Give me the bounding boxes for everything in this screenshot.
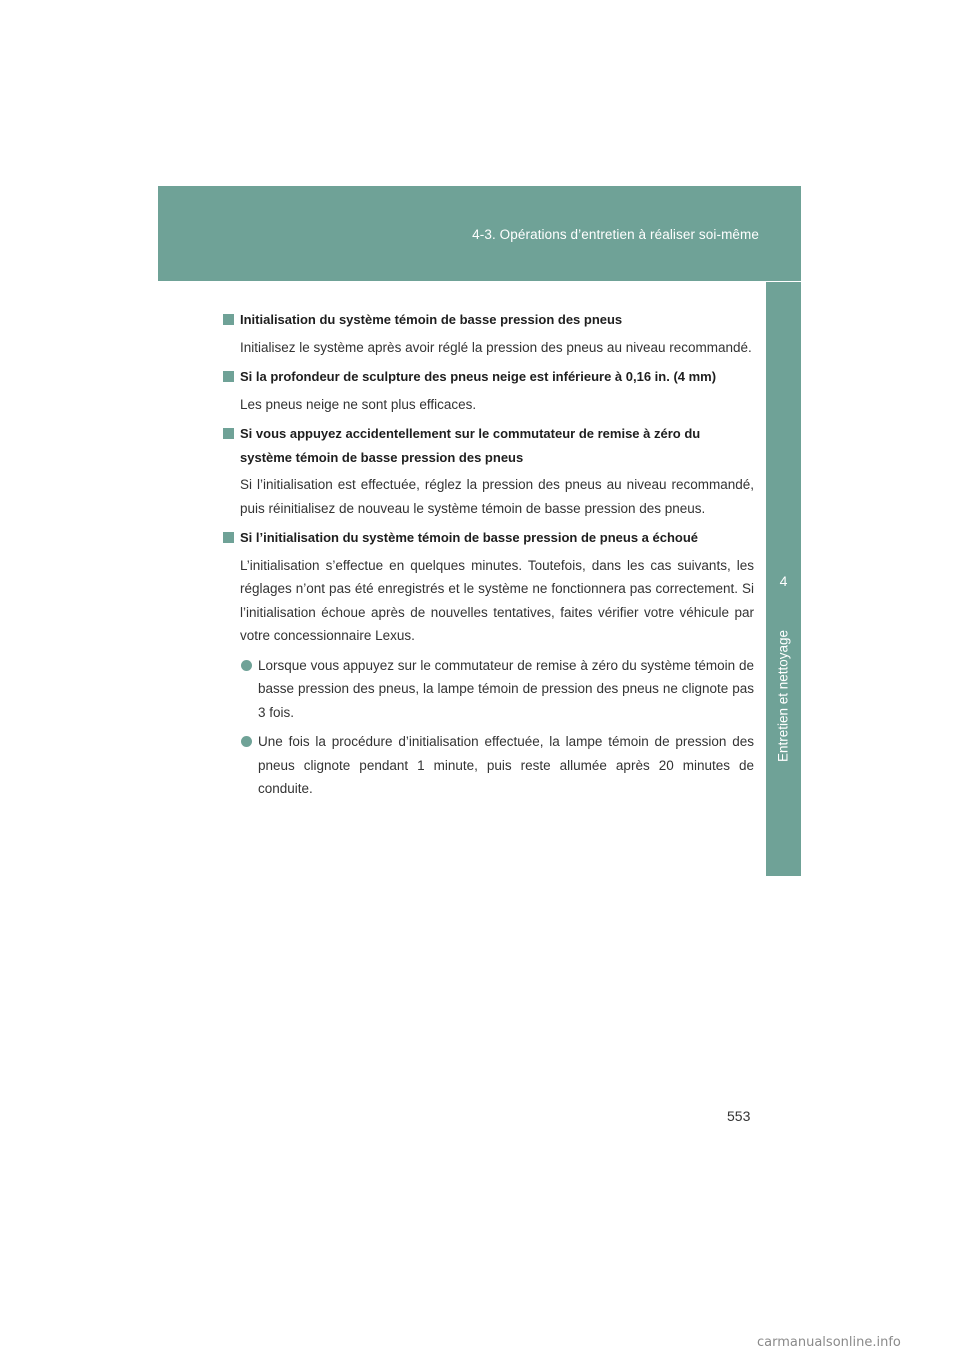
chapter-number: 4 bbox=[779, 573, 788, 589]
section-heading-text: Si la profondeur de sculpture des pneus neige est inférieure à 0,16 in. (4 mm) bbox=[240, 369, 717, 384]
section-body: L’initialisation s’effectue en quelques minutes. Toutefois, dans les cas suivants, les réglages n’ont pas été enregistrés et le système ne fonctionnera pas correctement. Si l’initialisation échoue après de nouvelles tentatives, faites vérifier votre véhicule par votre concessionnaire Lexus. bbox=[240, 557, 754, 643]
section-heading bbox=[222, 526, 754, 550]
section-accidental-reset bbox=[222, 422, 754, 520]
page-content bbox=[222, 308, 754, 807]
watermark: carmanualsonline.info bbox=[757, 1335, 901, 1350]
section-heading bbox=[222, 365, 754, 389]
bullet-list bbox=[222, 654, 754, 801]
section-heading bbox=[222, 308, 754, 332]
section-body: Si l’initialisation est effectuée, réglez la pression des pneus au niveau recommandé, puis réinitialisez de nouveau le système témoin de basse pression des pneus. bbox=[240, 477, 754, 516]
section-heading-text: Si l’initialisation du système témoin de basse pression de pneus a échoué bbox=[240, 530, 699, 545]
square-bullet-icon bbox=[223, 428, 234, 439]
list-item bbox=[240, 654, 754, 725]
section-heading-text: Si vous appuyez accidentellement sur le commutateur de remise à zéro du système témoin de basse pression des pneus bbox=[240, 426, 701, 465]
chapter-side-tab bbox=[766, 282, 801, 876]
chapter-label: Entretien et nettoyage bbox=[775, 629, 791, 763]
section-initialisation bbox=[222, 308, 754, 359]
round-bullet-icon bbox=[241, 660, 252, 671]
section-heading bbox=[222, 422, 754, 469]
section-heading-text: Initialisation du système témoin de basse pression des pneus bbox=[240, 312, 623, 327]
list-item bbox=[240, 730, 754, 801]
section-init-failed bbox=[222, 526, 754, 801]
square-bullet-icon bbox=[223, 532, 234, 543]
round-bullet-icon bbox=[241, 736, 252, 747]
square-bullet-icon bbox=[223, 371, 234, 382]
header-band bbox=[158, 186, 801, 281]
section-snow-tires bbox=[222, 365, 754, 416]
section-body: Initialisez le système après avoir réglé la pression des pneus au niveau recommandé. bbox=[240, 339, 752, 355]
page-number: 553 bbox=[727, 1108, 751, 1124]
section-body: Les pneus neige ne sont plus efficaces. bbox=[240, 396, 477, 412]
list-item-text: Une fois la procédure d’initialisation effectuée, la lampe témoin de pression des pneus clignote pendant 1 minute, puis reste allumée après 20 minutes de conduite. bbox=[258, 734, 754, 796]
list-item-text: Lorsque vous appuyez sur le commutateur de remise à zéro du système témoin de basse pression des pneus, la lampe témoin de pression des pneus ne clignote pas 3 fois. bbox=[258, 657, 754, 720]
section-title: 4-3. Opérations d’entretien à réaliser soi-même bbox=[472, 227, 759, 242]
square-bullet-icon bbox=[223, 314, 234, 325]
